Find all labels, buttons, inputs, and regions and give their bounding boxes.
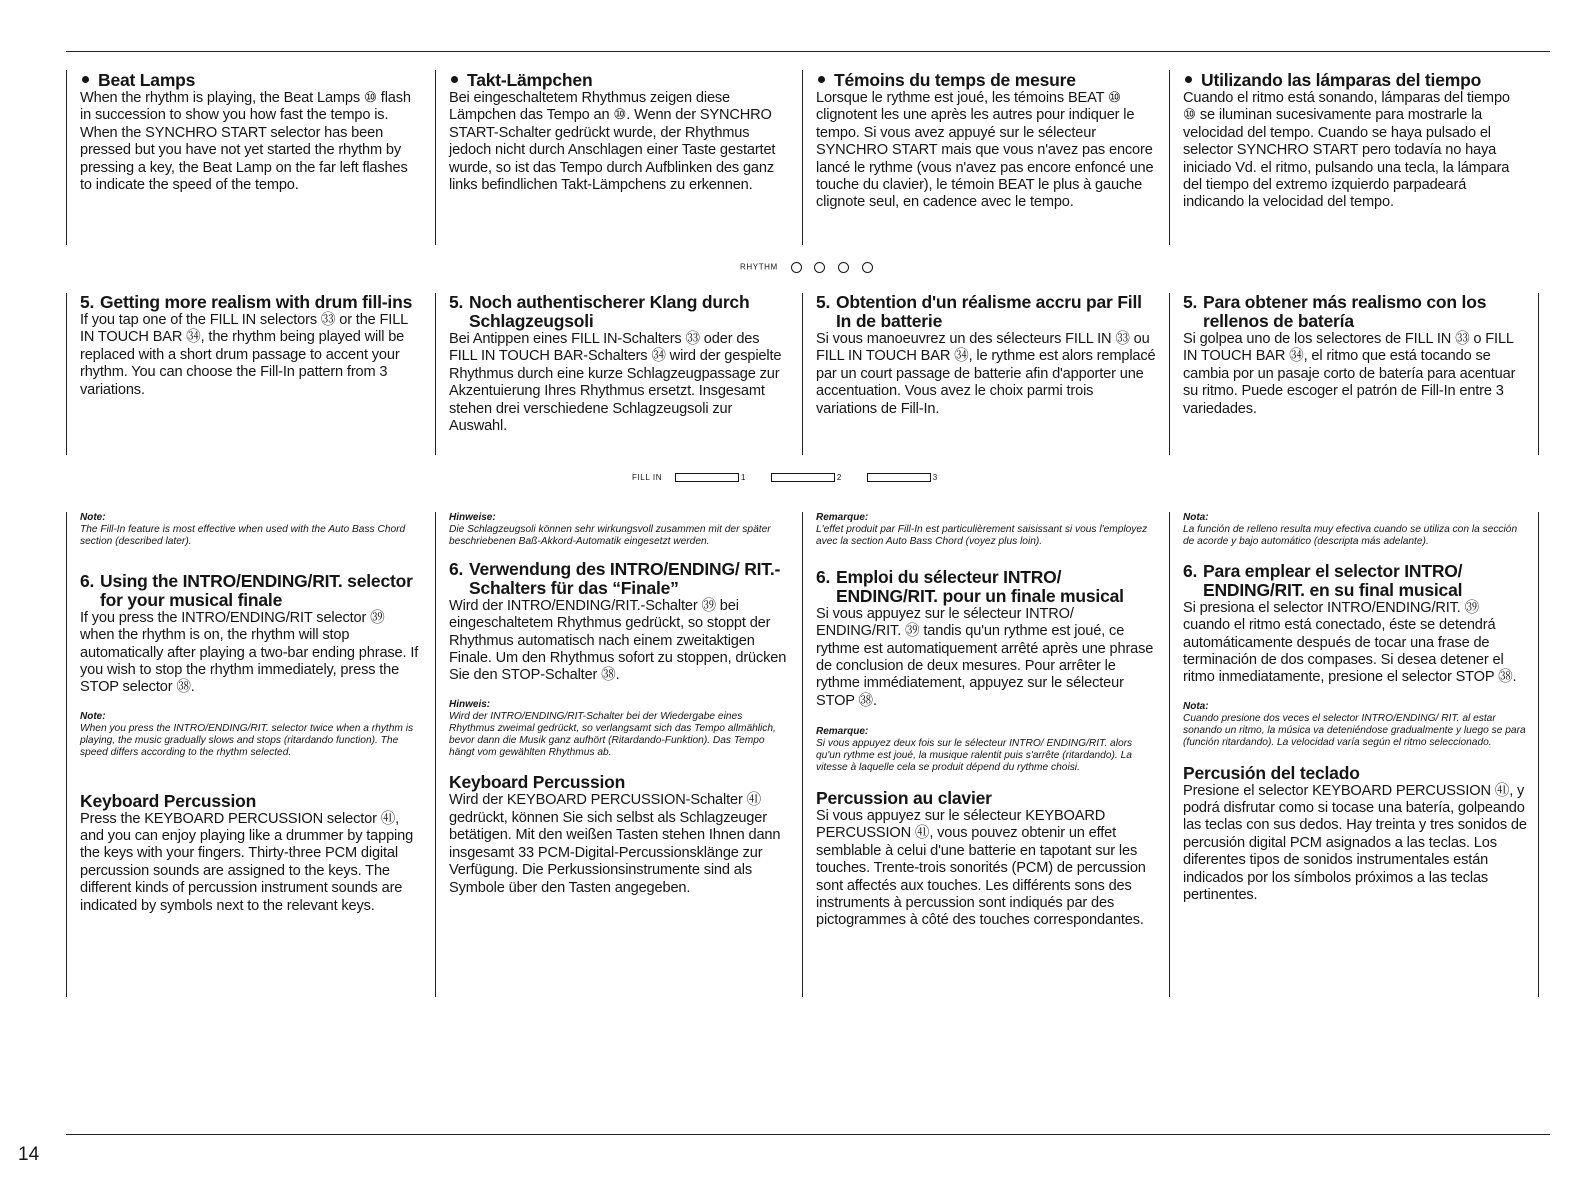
beat-title: Beat Lamps — [98, 70, 196, 90]
intro-ending-heading: 6. Para emplear el selector INTRO/ ENDING/RIT. en su final musical — [1183, 560, 1463, 600]
note-text: Cuando presione dos veces el selector INTRO/ENDING/ RIT. al estar sonando un ritmo, la música va deteniéndose gradualmente y luego se para (función ritardando). La velocidad varía según el ritmo seleccionado. — [1183, 712, 1526, 748]
beat-column-german — [435, 70, 790, 245]
fill-in-column-spanish — [1169, 293, 1539, 455]
fill-in-heading: 5. Noch authentischerer Klang durch Schlagzeugsoli — [449, 292, 750, 331]
beat-lamp-icon — [814, 262, 825, 273]
keyboard-percussion-heading: Keyboard Percussion — [80, 790, 257, 811]
fill-in-column-german — [435, 293, 790, 455]
bullet-icon — [82, 76, 89, 83]
intro-ending-body: Si presiona el selector INTRO/ENDING/RIT. ㊴ cuando el ritmo está conectado, éste se detendrá automáticamente después de tocar una frase de terminación de dos compases. Si desea detener el ritmo inmediatamente, presione el selector STOP ㊳. — [1183, 599, 1517, 686]
keyboard-percussion-body: Si vous appuyez sur le sélecteur KEYBOARD PERCUSSION ㊶, vous pouvez obtenir un effet semblable à celui d'une batterie en tapotant sur les touches. Trente-trois sonorités (PCM) de percussion sont affectés aux touches. Les différents sons des instruments à percussion sont indiqués par des pictogrammes à côté des touches correspondantes. — [816, 807, 1146, 929]
fill-in-key-number: 2 — [836, 473, 842, 482]
fill-in-body: Si vous manoeuvrez un des sélecteurs FILL IN ㉝ ou FILL IN TOUCH BAR ㉞, le rythme est alors remplacé par un court passage de batterie afin d'apporter une accentuation. Vous avez le choix parmi trois variations de Fill-In. — [816, 331, 1156, 417]
intro-ending-body: Wird der INTRO/ENDING/RIT.-Schalter ㊴ bei eingeschaltetem Rhythmus gedrückt, so stoppt der Rhythmus automatisch nach einem zweitaktigen Finale. Um den Rhythmus sofort zu stoppen, drücken Sie den STOP-Schalter ㊳. — [449, 597, 787, 684]
note-label: Note: — [80, 512, 106, 523]
column-spanish-lower — [1169, 512, 1539, 997]
fill-in-body: If you tap one of the FILL IN selectors ㉝ or the FILL IN TOUCH BAR ㉞, the rhythm being played will be replaced with a short drum passage to accent your rhythm. You can choose the Fill-In pattern from 3 variations. — [80, 312, 408, 398]
fill-in-heading: 5. Getting more realism with drum fill-ins — [80, 292, 413, 312]
intro-ending-body: Si vous appuyez sur le sélecteur INTRO/ ENDING/RIT. ㊴ tandis qu'un rythme est joué, ce rythme est automatiquement arrêté après une phrase de conclusion de deux mesures. Pour arrêter le rythme immédiatement, appuyez sur le sélecteur STOP ㊳. — [816, 605, 1154, 709]
keyboard-percussion-heading: Percusión del teclado — [1183, 762, 1360, 783]
keyboard-percussion-body: Press the KEYBOARD PERCUSSION selector ㊶, and you can enjoy playing like a drummer by tapping the keys with your fingers. Thirty-three PCM digital percussion sounds are assigned to the keys. The different kinds of percussion instrument sounds are indicated by symbols next to the relevant keys. — [80, 810, 414, 914]
beat-lamp-icon — [838, 262, 849, 273]
note-label: Remarque: — [816, 512, 869, 523]
fill-in-label: FILL IN — [632, 473, 663, 482]
note-label: Hinweis: — [449, 698, 491, 710]
note-text: Die Schlagzeugsoli können sehr wirkungsvoll zusammen mit der später beschriebenen Baß-Akkord-Automatik eingesetzt werden. — [449, 524, 771, 547]
keyboard-percussion-heading: Keyboard Percussion — [449, 772, 626, 793]
fill-in-column-english — [66, 293, 421, 455]
keyboard-percussion-heading: Percussion au clavier — [816, 787, 992, 808]
note-label: Hinweise: — [449, 512, 496, 523]
fill-in-key-number: 1 — [740, 473, 747, 482]
beat-body: Lorsque le rythme est joué, les témoins BEAT ⑩ clignotent les une après les autres pour indiquer le tempo. Si vous avez appuyé sur le sélecteur SYNCHRO START mais que vous n'avez pas encore lancé le rythme (vous n'avez pas encore enfoncé une touche du clavier), le témoin BEAT le plus à gauche clignote seul, en cadence avec le tempo. — [816, 90, 1154, 211]
intro-ending-body: If you press the INTRO/ENDING/RIT selector ㊴ when the rhythm is on, the rhythm will stop automatically after playing a two-bar ending phrase. If you wish to stop the rhythm immediately, press the STOP selector ㊳. — [80, 609, 419, 696]
beat-lamp-icon — [862, 262, 873, 273]
fill-in-key-number: 3 — [932, 473, 938, 482]
beat-heading — [449, 70, 790, 90]
beat-body: When the rhythm is playing, the Beat Lamps ⑩ flash in succession to show you how fast the tempo is. When the SYNCHRO START selector has been pressed but you have not yet started the rhythm by pressing a key, the Beat Lamp on the far left flashes to indicate the speed of the tempo. — [80, 90, 411, 194]
beat-title: Témoins du temps de mesure — [834, 70, 1076, 90]
fill-in-column-french — [802, 293, 1157, 455]
fill-in-keys-figure — [632, 473, 938, 482]
intro-ending-heading: 6. Verwendung des INTRO/ENDING/ RIT.-Schalters für das “Finale” — [449, 558, 781, 598]
column-english-lower — [66, 512, 421, 997]
beat-column-english — [66, 70, 421, 245]
beat-column-french — [802, 70, 1157, 245]
top-rule — [66, 51, 1550, 52]
page-number: 14 — [18, 1144, 40, 1165]
beat-title: Takt-Lämpchen — [467, 70, 593, 90]
beat-column-spanish — [1169, 70, 1524, 245]
bottom-rule — [66, 1134, 1550, 1135]
bullet-icon — [818, 76, 825, 83]
beat-title: Utilizando las lámparas del tiempo — [1201, 70, 1482, 90]
fill-in-heading: 5. Obtention d'un réalisme accru par Fill In de batterie — [816, 292, 1142, 331]
beat-body: Bei eingeschaltetem Rhythmus zeigen diese Lämpchen das Tempo an ⑩. Wenn der SYNCHRO START-Schalter gedrückt wurde, der Rhythmus jedoch nicht durch Anschlagen einer Taste gestartet wurde, so ist das Tempo durch Aufblinken des ganz links befindlichen Takt-Lämpchens zu erkennen. — [449, 90, 776, 194]
note-label: Note: — [80, 710, 106, 722]
rhythm-label: RHYTHM — [740, 262, 778, 272]
fill-in-heading: 5. Para obtener más realismo con los rellenos de batería — [1183, 292, 1487, 331]
bullet-icon — [451, 76, 458, 83]
fill-in-body: Si golpea uno de los selectores de FILL IN ㉝ o FILL IN TOUCH BAR ㉞, el ritmo que está tocando se cambia por un pasaje corto de batería para acentuar su ritmo. Puede escoger el patrón de Fill-In entre 3 variedades. — [1183, 331, 1516, 417]
bullet-icon — [1185, 76, 1192, 83]
keyboard-percussion-body: Presione el selector KEYBOARD PERCUSSION ㊶, y podrá disfrutar como si tocase una batería, golpeando las teclas con sus dedos. Hay treinta y tres sonidos de percusión digital PCM asignados a las teclas. Los diferentes tipos de sonidos instrumentales están indicados por los símbolos próximos a las teclas pertinentes. — [1183, 782, 1527, 903]
beat-heading — [1183, 70, 1524, 90]
beat-heading — [816, 70, 1157, 90]
fill-in-key-icon — [771, 473, 835, 482]
column-german-lower — [435, 512, 790, 997]
note-text: When you press the INTRO/ENDING/RIT. selector twice when a rhythm is playing, the music gradually slows and stops (ritardando function). The speed differs according to the rhythm selected. — [80, 722, 414, 758]
beat-body: Cuando el ritmo está sonando, lámparas del tiempo ⑩ se iluminan sucesivamente para mostrarle la velocidad del tempo. Cuando se haya pulsado el selector SYNCHRO START pero todavía no haya iniciado Vd. el ritmo, pulsando una tecla, la lámpara del tiempo del extremo izquierdo parpadeará indicando la velocidad del tempo. — [1183, 90, 1510, 211]
fill-in-key-icon — [675, 473, 739, 482]
rhythm-lamps-figure — [740, 262, 873, 273]
fill-in-body: Bei Antippen eines FILL IN-Schalters ㉝ oder des FILL IN TOUCH BAR-Schalters ㉞ wird der gespielte Rhythmus durch eine kurze Schlagzeugpassage zur Akzentuierung Ihres Rhythmus ersetzt. Insgesamt stehen drei verschiedene Schlagzeugsoli zur Auswahl. — [449, 331, 782, 435]
note-label: Nota: — [1183, 700, 1209, 712]
note-text: La función de relleno resulta muy efectiva cuando se utiliza con la sección de acorde y bajo automático (descripta más adelante). — [1183, 524, 1518, 547]
beat-heading — [80, 70, 421, 90]
note-text: L'effet produit par Fill-In est particulièrement saisissant si vous l'employez avec la section Auto Bass Chord (voyez plus loin). — [816, 524, 1148, 547]
intro-ending-heading: 6. Emploi du sélecteur INTRO/ ENDING/RIT. pour un finale musical — [816, 566, 1124, 606]
intro-ending-heading: 6. Using the INTRO/ENDING/RIT. selector for your musical finale — [80, 570, 413, 610]
note-text: Si vous appuyez deux fois sur le sélecteur INTRO/ ENDING/RIT. alors qu'un rythme est joué, la musique ralentit puis s'arrête (ritardando). La vitesse à laquelle cela se produit dépend du rythme choisi. — [816, 738, 1133, 774]
note-text: Wird der INTRO/ENDING/RIT-Schalter bei der Wiedergabe eines Rhythmus zweimal gedrückt, so verlangsamt sich das Tempo allmählich, bevor dann die Musik ganz aufhört (Ritardando-Funktion). Das Tempo hängt vom gewählten Rhythmus ab. — [449, 710, 776, 758]
note-label: Remarque: — [816, 726, 869, 738]
note-text: The Fill-In feature is most effective when used with the Auto Bass Chord section (described later). — [80, 524, 406, 547]
note-label: Nota: — [1183, 512, 1209, 523]
column-french-lower — [802, 512, 1157, 997]
beat-lamp-icon — [791, 262, 802, 273]
fill-in-key-icon — [867, 473, 931, 482]
keyboard-percussion-body: Wird der KEYBOARD PERCUSSION-Schalter ㊶ gedrückt, können Sie sich selbst als Schlagzeuger betätigen. Mit den weißen Tasten stehen Ihnen dann insgesamt 33 PCM-Digital-Percussionsklänge zur Verfügung. Die Perkussionsinstrumente sind als Symbole über den Tasten angegeben. — [449, 792, 781, 896]
